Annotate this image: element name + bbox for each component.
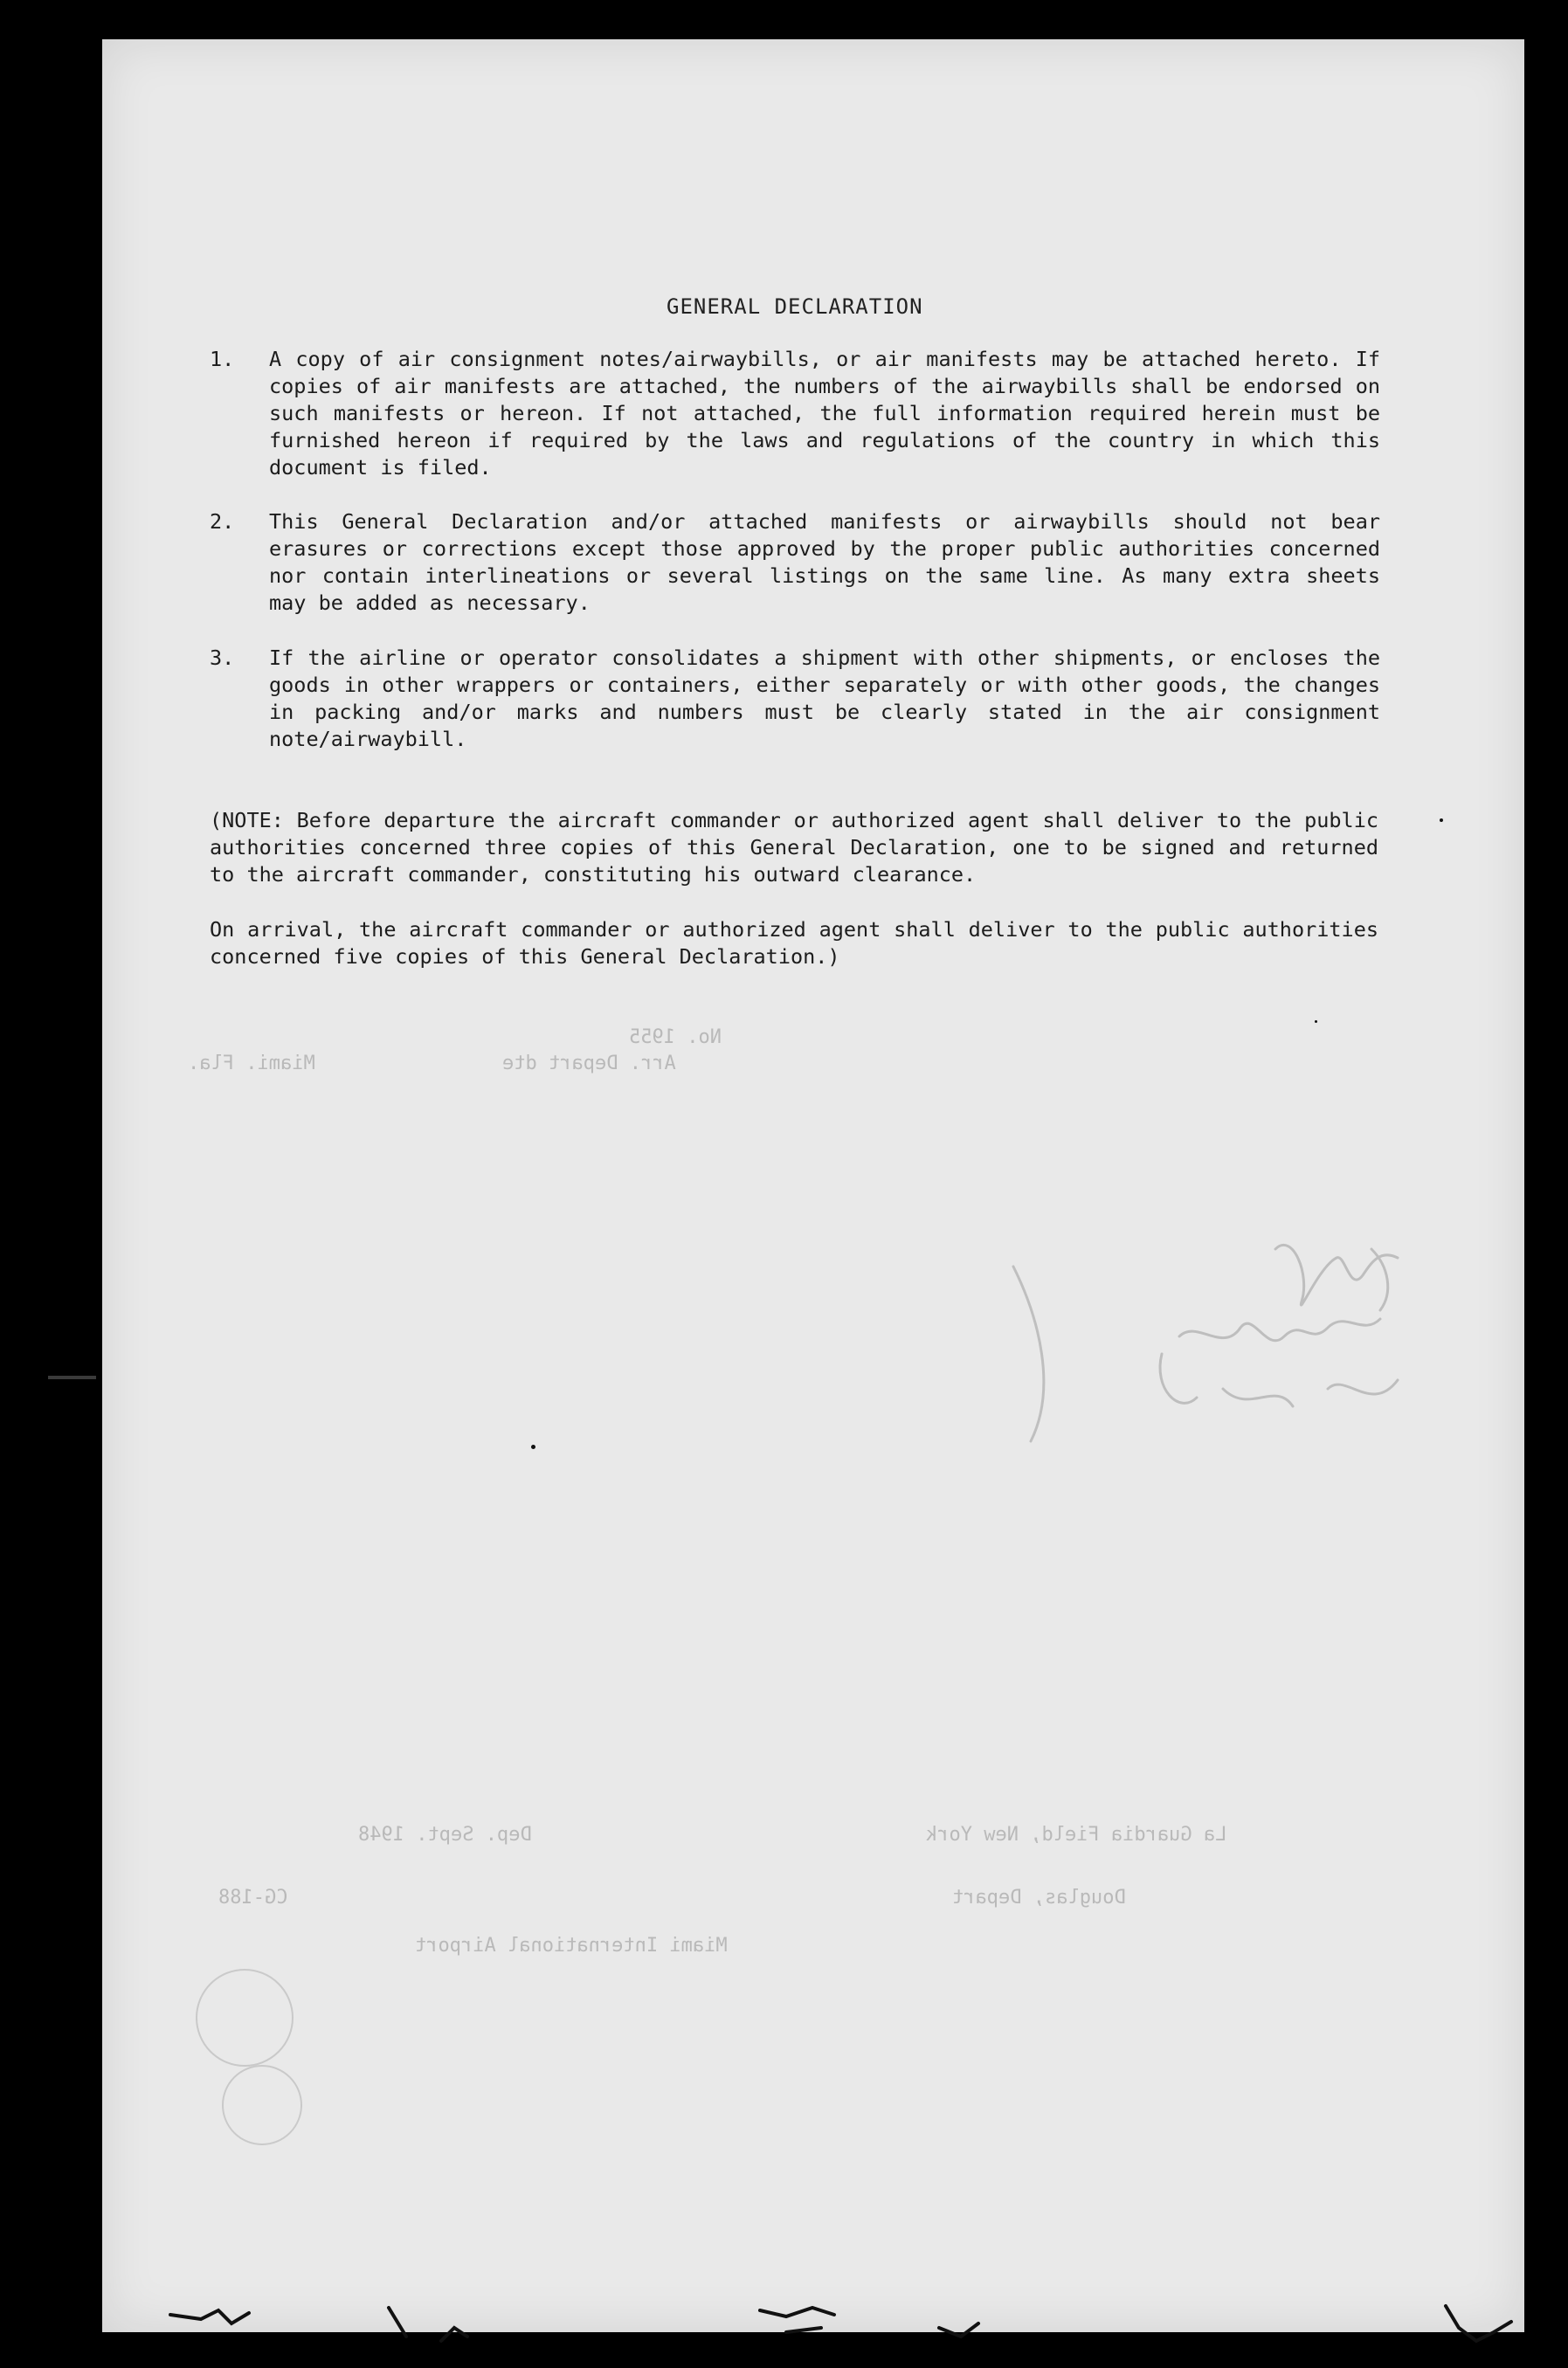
signature-bleed-through (961, 1214, 1450, 1476)
bleed-through-text: Douglas, Depart (952, 1887, 1126, 1909)
item-number: 2. (210, 509, 235, 534)
document-title: GENERAL DECLARATION (667, 294, 923, 319)
edge-mark (48, 1376, 96, 1379)
declaration-item-2 (210, 508, 1380, 622)
bleed-through-text: Dep. Sept. 1948 (358, 1824, 532, 1846)
declaration-item-1 (210, 346, 1380, 486)
bottom-edge-marks (0, 2289, 1568, 2358)
speck (531, 1445, 535, 1449)
item-text: This General Declaration and/or attached manifests or airwaybills should not bear erasures or corrections except those approved by the proper public authorities concerned nor contain interlineations or several listings on the same line. As many extra sheets may be added as necessary. (269, 509, 1380, 615)
bleed-through-text: Arr. Depart dte (502, 1053, 676, 1074)
arrival-paragraph: On arrival, the aircraft commander or authorized agent shall deliver to the public authorities concerned five copies of this General Declaration.) (210, 917, 1378, 969)
note-paragraph: (NOTE: Before departure the aircraft commander or authorized agent shall deliver to the public authorities concerned three copies of this General Declaration, one to be signed and returned to the aircraft commander, constituting his outward clearance. (210, 808, 1378, 887)
bleed-through-text: CG-188 (218, 1887, 288, 1909)
stamp-bleed-through (166, 1939, 393, 2201)
item-text: A copy of air consignment notes/airwaybills, or air manifests may be attached hereto. If copies of air manifests are attached, the numbers of the airwaybills shall be endorsed on such manifests or hereon. If not attached, the full information required herein must be furnished hereon if required by the laws and regulations of the country in which this document is filed. (269, 347, 1380, 480)
item-number: 1. (210, 347, 235, 371)
bleed-through-text: Miami International Airport (415, 1935, 728, 1957)
item-text: If the airline or operator consolidates a shipment with other shipments, or encloses the goods in other wrappers or containers, either separately or with other goods, the changes in packing and/or marks and numbers must be clearly stated in the air consignment note/airwaybill. (269, 646, 1380, 751)
item-number: 3. (210, 646, 235, 670)
bleed-through-text: No. 1955 (629, 1026, 722, 1048)
declaration-item-3 (210, 645, 1380, 758)
bleed-through-text: Miami. Fla. (188, 1053, 315, 1074)
speck (1440, 818, 1443, 822)
speck (1315, 1020, 1317, 1023)
bleed-through-text: La Guardia Field, New York (926, 1824, 1227, 1846)
